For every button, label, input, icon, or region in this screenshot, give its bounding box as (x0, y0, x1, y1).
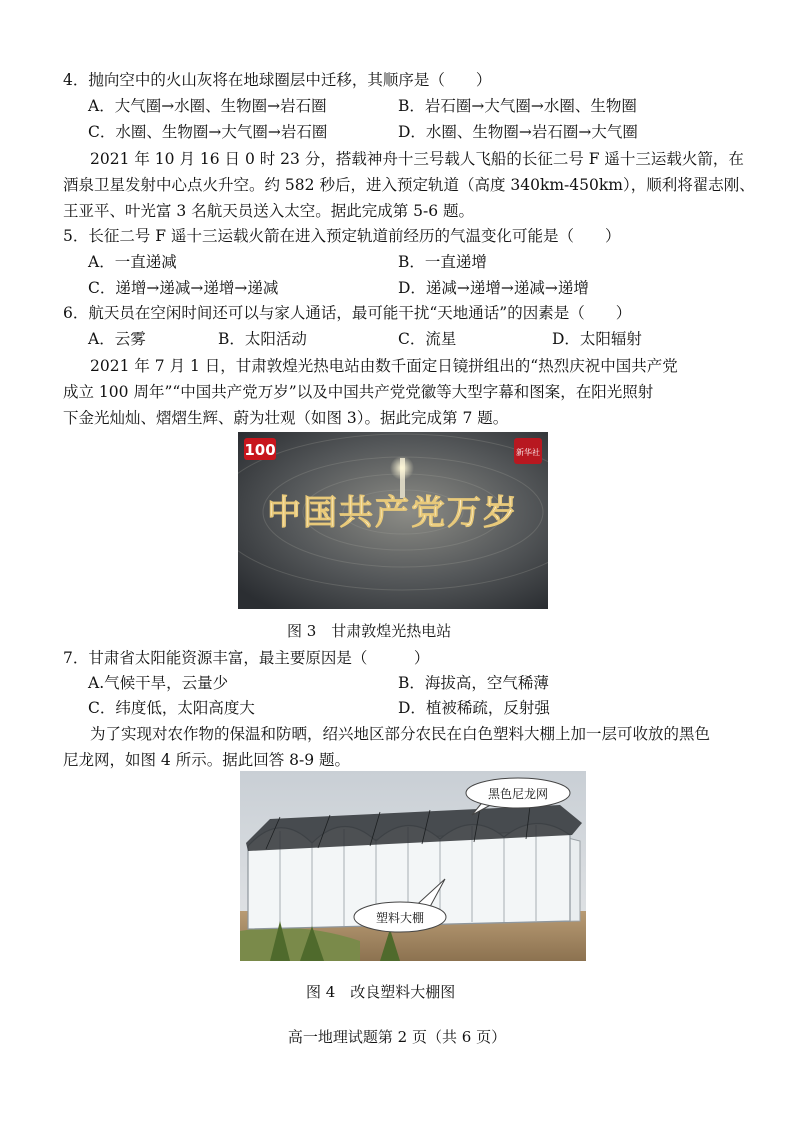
material1-line2: 酒泉卫星发射中心点火升空。约 582 秒后，进入预定轨道（高度 340km-450km），顺利将翟志刚、 (63, 176, 755, 194)
material3-line2: 尼龙网，如图 4 所示。据此回答 8-9 题。 (63, 751, 351, 769)
q7-option-c: C．纬度低，太阳高度大 (88, 699, 255, 717)
material3-line1: 为了实现对农作物的保温和防晒，绍兴地区部分农民在白色塑料大棚上加一层可收放的黑色 (90, 725, 711, 743)
callout-net-label: 黑色尼龙网 (487, 787, 549, 801)
q4-option-c: C．水圈、生物圈→大气圈→岩石圈 (88, 123, 328, 141)
figure4-photo (240, 771, 586, 961)
figure3-image (238, 432, 548, 609)
q6-stem: 6．航天员在空闲时间还可以与家人通话，最可能干扰“天地通话”的因素是（ ） (63, 304, 632, 322)
q5-stem: 5．长征二号 F 遥十三运载火箭在进入预定轨道前经历的气温变化可能是（ ） (63, 227, 621, 245)
figure4-image (240, 771, 586, 961)
q6-option-a: A．云雾 (88, 330, 146, 348)
q4-stem: 4．抛向空中的火山灰将在地球圈层中迁移，其顺序是（ ） (63, 71, 492, 89)
callout-shed-label: 塑料大棚 (375, 911, 425, 925)
q6-option-d: D．太阳辐射 (552, 330, 642, 348)
material2-line3: 下金光灿灿、熠熠生辉、蔚为壮观（如图 3）。据此完成第 7 题。 (63, 409, 509, 427)
q6-option-c: C．流星 (398, 330, 457, 348)
q4-option-d: D．水圈、生物圈→岩石圈→大气圈 (398, 123, 638, 141)
q7-stem: 7．甘肃省太阳能资源丰富，最主要原因是（ ） (63, 649, 430, 667)
q6-option-b: B．太阳活动 (218, 330, 307, 348)
q7-option-b: B．海拔高，空气稀薄 (398, 674, 549, 692)
q7-option-d: D．植被稀疏，反射强 (398, 699, 550, 717)
material1-line3: 王亚平、叶光富 3 名航天员送入太空。据此完成第 5-6 题。 (63, 202, 475, 220)
q5-option-c: C．递增→递减→递增→递减 (88, 279, 279, 297)
figure3-logo-text: 100 (244, 441, 276, 459)
page-footer: 高一地理试题第 2 页（共 6 页） (287, 1028, 507, 1046)
material1-line1: 2021 年 10 月 16 日 0 时 23 分，搭载神舟十三号载人飞船的长征二号 F 遥十三运载火箭，在 (90, 150, 744, 168)
q5-option-a: A．一直递减 (88, 253, 177, 271)
q4-option-a: A．大气圈→水圈、生物圈→岩石圈 (88, 97, 327, 115)
material2-line1: 2021 年 7 月 1 日，甘肃敦煌光热电站由数千面定日镜拼组出的“热烈庆祝中国共产党 (90, 357, 678, 375)
material2-line2: 成立 100 周年”“中国共产党万岁”以及中国共产党党徽等大型字幕和图案，在阳光照射 (63, 383, 654, 401)
figure3-stamp-text: 新华社 (516, 448, 540, 457)
q5-option-d: D．递减→递增→递减→递增 (398, 279, 589, 297)
figure4-caption: 图 4 改良塑料大棚图 (306, 983, 456, 1001)
q7-option-a: A.气候干旱，云量少 (88, 674, 229, 692)
figure3-photo (238, 432, 548, 609)
figure3-overlay-text: 中国共产党万岁 (267, 493, 519, 533)
figure3-caption: 图 3 甘肃敦煌光热电站 (287, 622, 452, 640)
q4-option-b: B．岩石圈→大气圈→水圈、生物圈 (398, 97, 637, 115)
q5-option-b: B．一直递增 (398, 253, 487, 271)
